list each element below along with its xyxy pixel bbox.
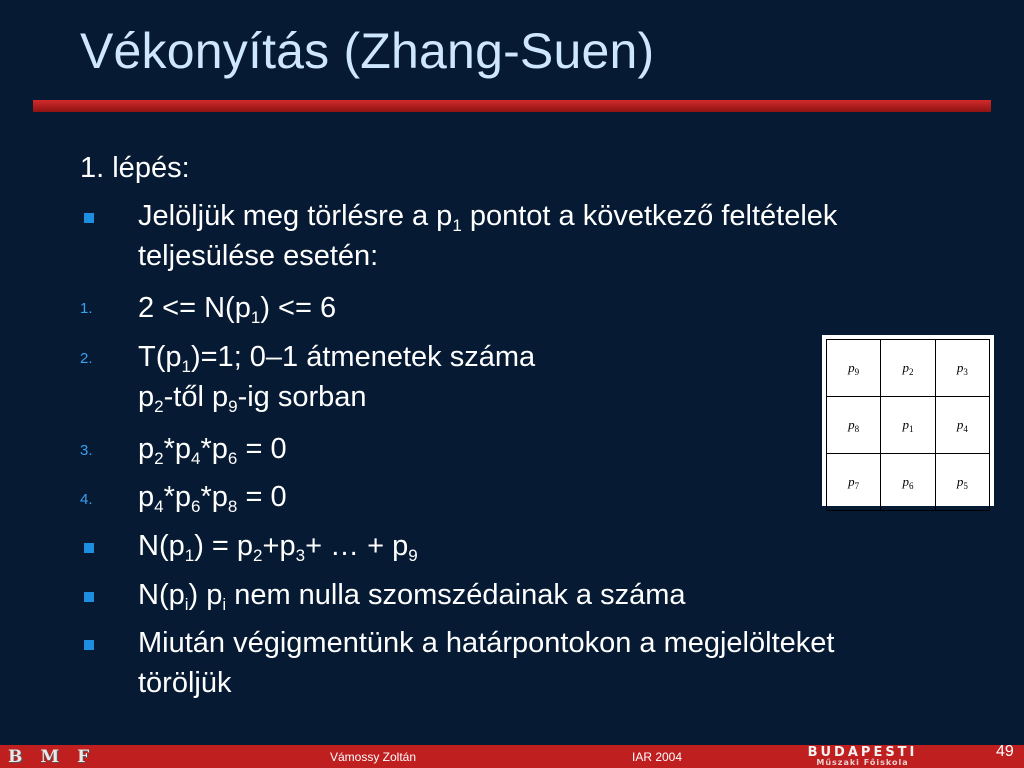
neighborhood-grid-table xyxy=(826,339,990,511)
title-underline-bar xyxy=(33,100,991,112)
text-part: ) <= 6 xyxy=(260,292,337,324)
subscript: 1 xyxy=(452,216,462,235)
text-part: + … + p xyxy=(305,530,409,562)
condition-2 xyxy=(138,339,535,375)
grid-cell xyxy=(881,397,935,454)
subscript: i xyxy=(222,595,227,614)
text-part: ) p xyxy=(188,579,223,611)
grid-cell xyxy=(827,454,881,511)
subscript: 9 xyxy=(228,397,238,416)
cell-index: 7 xyxy=(854,480,860,491)
bullet-text-delete-marked-cont: töröljük xyxy=(138,667,232,699)
cell-letter: p xyxy=(956,473,964,489)
text-part: N(p xyxy=(138,579,185,611)
cell-index: 4 xyxy=(963,423,968,434)
item-number-4: 4. xyxy=(80,491,93,508)
subscript: 2 xyxy=(154,449,164,468)
bullet-text-mark-deletion-cont: teljesülése esetén: xyxy=(138,240,379,272)
condition-1 xyxy=(138,290,336,326)
text-part: = 0 xyxy=(237,481,287,513)
subscript: 9 xyxy=(408,546,418,565)
condition-2-cont xyxy=(138,379,367,415)
condition-4 xyxy=(138,479,287,515)
page-number: 49 xyxy=(996,743,1014,760)
text-part: +p xyxy=(262,530,296,562)
bullet-square-icon xyxy=(84,640,94,650)
text-part: p xyxy=(138,433,155,465)
condition-3 xyxy=(138,431,287,467)
text-part: *p xyxy=(200,433,228,465)
text-part: 2 <= N(p xyxy=(138,292,251,324)
subscript: 2 xyxy=(154,397,164,416)
text-part: p xyxy=(138,381,155,413)
footer-course: IAR 2004 xyxy=(632,750,683,764)
text-part: *p xyxy=(163,433,192,465)
step-heading: 1. lépés: xyxy=(80,152,190,184)
cell-letter: p xyxy=(848,359,855,375)
grid-cell xyxy=(935,397,989,454)
cell-index: 3 xyxy=(963,366,968,377)
cell-letter: p xyxy=(902,416,909,432)
cell-letter: p xyxy=(956,359,964,375)
text-part: Jelöljük meg törlésre a p xyxy=(138,200,453,232)
item-number-3: 3. xyxy=(80,442,93,459)
grid-cell xyxy=(935,340,989,397)
logo-subtext: Műszaki Főiskola xyxy=(816,758,909,767)
bullet-square-icon xyxy=(84,213,94,223)
cell-letter: p xyxy=(848,416,855,432)
cell-letter: p xyxy=(902,359,909,375)
text-part: nem nulla szomszédainak a száma xyxy=(226,579,686,611)
subscript: 8 xyxy=(227,497,238,516)
subscript: 3 xyxy=(295,546,306,565)
cell-index: 6 xyxy=(908,480,914,491)
grid-cell xyxy=(827,397,881,454)
cell-index: 1 xyxy=(908,423,914,434)
bullet-text-neighbor-count xyxy=(138,577,686,613)
text-part: )=1; 0–1 átmenetek száma xyxy=(190,341,536,373)
subscript: 1 xyxy=(181,357,191,376)
grid-cell xyxy=(881,454,935,511)
slide-title: Vékonyítás (Zhang-Suen) xyxy=(80,23,655,79)
cell-index: 9 xyxy=(854,366,860,377)
cell-index: 8 xyxy=(854,423,860,434)
grid-cell xyxy=(827,340,881,397)
subscript: 6 xyxy=(191,497,201,516)
text-part: N(p xyxy=(138,530,185,562)
cell-letter: p xyxy=(956,416,964,432)
subscript: 1 xyxy=(250,308,261,327)
grid-cell xyxy=(935,454,989,511)
subscript: 6 xyxy=(227,449,238,468)
grid-row xyxy=(827,454,990,511)
item-number-1: 1. xyxy=(80,300,93,317)
bullet-square-icon xyxy=(84,592,94,602)
text-part: *p xyxy=(200,481,228,513)
text-part: ) = p xyxy=(194,530,254,562)
subscript: 2 xyxy=(253,546,263,565)
text-part: *p xyxy=(163,481,192,513)
bmf-logo: BMF xyxy=(8,747,108,767)
cell-index: 5 xyxy=(963,480,968,491)
bullet-square-icon xyxy=(84,543,94,553)
text-part: = 0 xyxy=(237,433,287,465)
cell-letter: p xyxy=(902,473,909,489)
bullet-text-neighbor-sum xyxy=(138,528,418,564)
bullet-text-delete-marked: Miután végigmentünk a határpontokon a megjelölteket xyxy=(138,627,835,659)
grid-cell xyxy=(881,340,935,397)
item-number-2: 2. xyxy=(80,350,93,367)
budapesti-logo xyxy=(760,747,965,767)
text-part: T(p xyxy=(138,341,182,373)
logo-text: BUDAPESTI xyxy=(807,745,918,760)
grid-row xyxy=(827,340,990,397)
cell-index: 2 xyxy=(908,366,914,377)
text-part: pontot a következő feltételek xyxy=(461,200,838,232)
footer-author: Vámossy Zoltán xyxy=(330,750,417,764)
subscript: i xyxy=(184,595,189,614)
bullet-text-mark-deletion xyxy=(138,198,837,234)
cell-letter: p xyxy=(848,473,855,489)
grid-row xyxy=(827,397,990,454)
subscript: 4 xyxy=(191,449,201,468)
text-part: -től p xyxy=(163,381,229,413)
subscript: 1 xyxy=(184,546,195,565)
text-part: p xyxy=(138,481,155,513)
neighborhood-grid-figure xyxy=(822,335,994,506)
subscript: 4 xyxy=(154,497,164,516)
text-part: -ig sorban xyxy=(237,381,367,413)
